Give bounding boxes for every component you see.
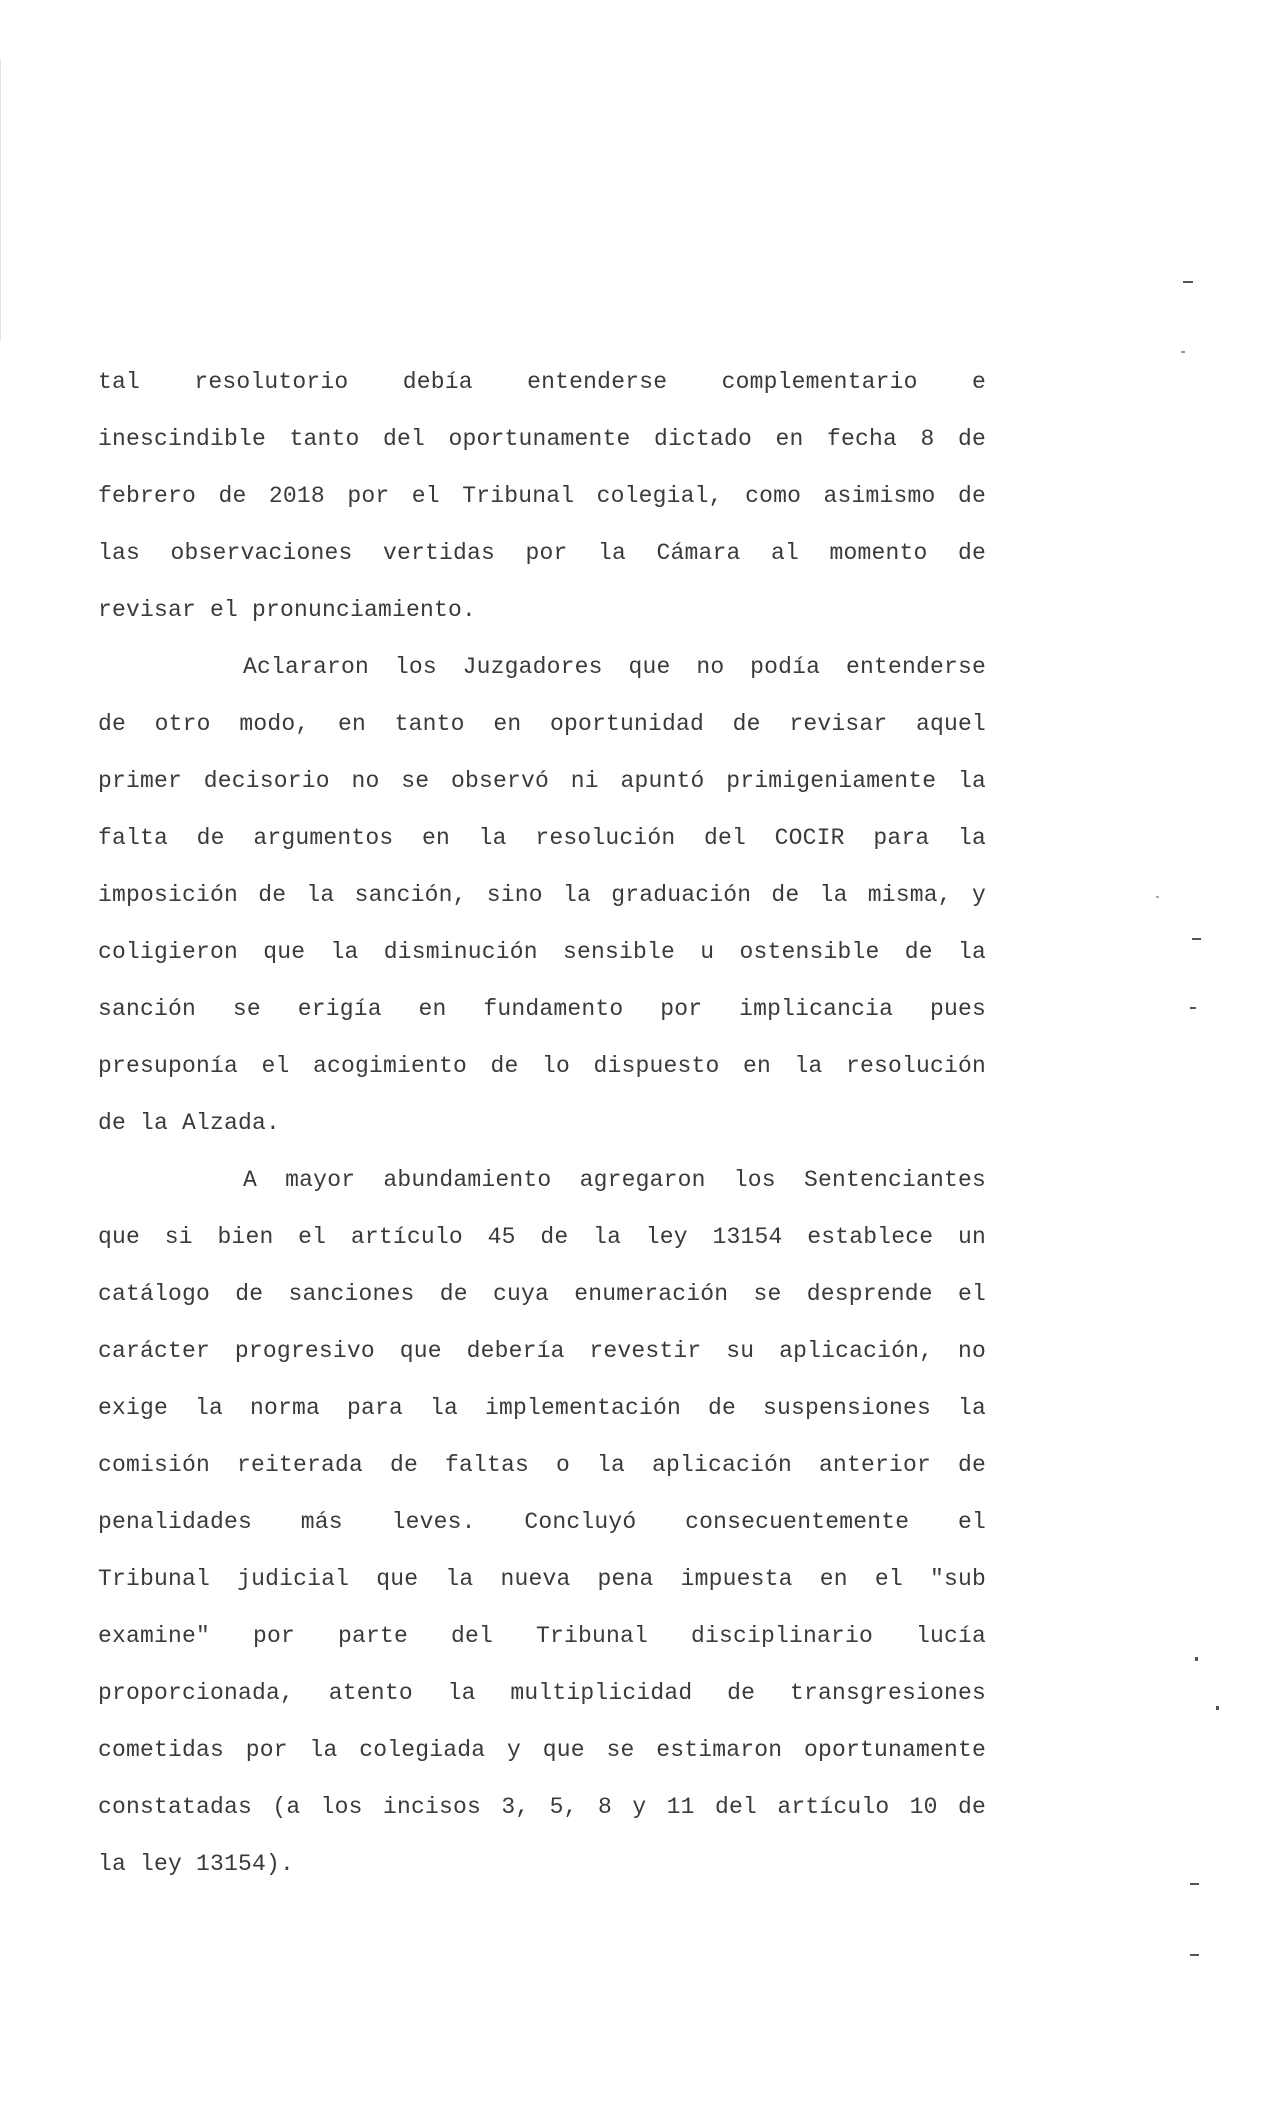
margin-dot-mark [1216, 1706, 1219, 1710]
paragraph [98, 1152, 986, 1893]
text-line: comisión reiterada de faltas o la aplicación anterior de [98, 1452, 986, 1478]
margin-dot-mark [1195, 1657, 1198, 1661]
text-line: coligieron que la disminución sensible u ostensible de la [98, 939, 986, 965]
text-line: cometidas por la colegiada y que se estimaron oportunamente [98, 1737, 986, 1763]
text-line: Tribunal judicial que la nueva pena impuesta en el "sub [98, 1566, 986, 1592]
margin-dash-mark [1190, 1007, 1196, 1009]
text-line: febrero de 2018 por el Tribunal colegial, como asimismo de [98, 483, 986, 509]
text-line: que si bien el artículo 45 de la ley 13154 establece un [98, 1224, 986, 1250]
text-line: A mayor abundamiento agregaron los Sentenciantes [243, 1167, 986, 1193]
text-line: Aclararon los Juzgadores que no podía entenderse [243, 654, 986, 680]
text-line: presuponía el acogimiento de lo dispuesto en la resolución [98, 1053, 986, 1079]
text-line: catálogo de sanciones de cuya enumeración se desprende el [98, 1281, 986, 1307]
text-line: examine" por parte del Tribunal disciplinario lucía [98, 1623, 986, 1649]
text-line: falta de argumentos en la resolución del COCIR para la [98, 825, 986, 851]
margin-dash-mark [1192, 938, 1201, 940]
margin-dash-mark [1190, 1883, 1199, 1885]
body-text [98, 354, 986, 1893]
text-line: de la Alzada. [98, 1110, 281, 1136]
margin-dot-mark [1181, 351, 1185, 353]
margin-dash-mark [1183, 281, 1193, 283]
text-line: primer decisorio no se observó ni apuntó primigeniamente la [98, 768, 986, 794]
margin-dash-mark [1190, 1954, 1199, 1956]
text-line: inescindible tanto del oportunamente dictado en fecha 8 de [98, 426, 986, 452]
text-line: constatadas (a los incisos 3, 5, 8 y 11 del artículo 10 de [98, 1794, 986, 1820]
text-line: tal resolutorio debía entenderse complementario e [98, 369, 986, 395]
text-line: revisar el pronunciamiento. [98, 597, 477, 623]
paragraph [98, 639, 986, 1152]
scan-edge [0, 60, 1, 340]
text-line: las observaciones vertidas por la Cámara al momento de [98, 540, 986, 566]
paragraph [98, 354, 986, 639]
text-line: la ley 13154). [98, 1851, 295, 1877]
text-line: carácter progresivo que debería revestir su aplicación, no [98, 1338, 986, 1364]
text-line: imposición de la sanción, sino la graduación de la misma, y [98, 882, 986, 908]
text-line: penalidades más leves. Concluyó consecuentemente el [98, 1509, 986, 1535]
margin-dot-mark [1156, 896, 1159, 898]
text-line: de otro modo, en tanto en oportunidad de revisar aquel [98, 711, 986, 737]
text-line: sanción se erigía en fundamento por implicancia pues [98, 996, 986, 1022]
text-line: proporcionada, atento la multiplicidad de transgresiones [98, 1680, 986, 1706]
text-line: exige la norma para la implementación de suspensiones la [98, 1395, 986, 1421]
